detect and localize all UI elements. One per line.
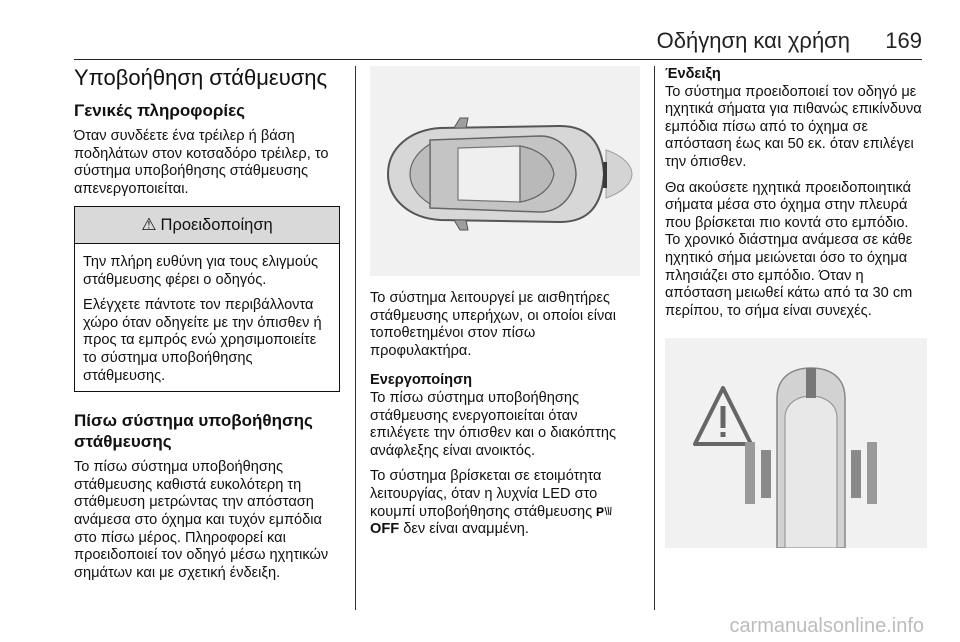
section-title: Υποβοήθηση στάθμευσης	[74, 65, 328, 90]
indication-paragraph-1: Το σύστημα προειδοποιεί τον οδηγό με ηχητικά σήματα για πιθανώς επικίνδυνα εμπόδια πίσω από το όχημα σε απόσταση έως και 50 εκ. όταν επιλέγει την όπισθεν.	[665, 83, 922, 170]
warning-box	[74, 206, 340, 392]
header-rule	[74, 59, 922, 60]
warning-header	[75, 207, 339, 244]
middle-column	[370, 66, 640, 547]
indication-heading: Ένδειξη	[665, 66, 721, 82]
car-sensor-figure	[370, 66, 640, 276]
page-header	[0, 0, 960, 56]
warning-paragraph-1: Την πλήρη ευθύνη για τους ελιγμούς στάθμευσης φέρει ο οδηγός.	[83, 253, 318, 288]
indication-paragraph-2: Θα ακούσετε ηχητικά προειδοποιητικά σήματα μέσα στο όχημα στην πλευρά που βρίσκεται πιο κοντά στο εμπόδιο. Το χρονικό διάστημα ανάμεσα σε κάθε ηχητικό σήμα μειώνεται όσο το όχημα πλησιάζει στο εμπόδιο. Όταν η απόσταση μειωθεί κάτω από τα 30 cm περίπου, το σήμα είναι συνεχές.	[665, 179, 913, 319]
warning-body	[75, 244, 339, 391]
page-number: 169	[885, 28, 922, 53]
rear-heading: Πίσω σύστημα υποβοήθησης στάθμευσης	[74, 411, 313, 452]
column-divider-1	[355, 66, 356, 610]
left-column	[74, 66, 340, 590]
parking-assist-icon	[596, 505, 612, 517]
general-text: Όταν συνδέετε ένα τρέιλερ ή βάση ποδηλάτων στον κοτσαδόρο τρέιλερ, το σύστημα υποβοήθησης στάθμευσης απενεργοποιείται.	[74, 128, 329, 197]
activation-paragraph-2-text: Το σύστημα βρίσκεται σε ετοιμότητα λειτουργίας, όταν η λυχνία LED στο κουμπί υποβοήθησης στάθμευσης	[370, 468, 602, 520]
column-divider-2	[654, 66, 655, 610]
rear-obstacle-illustration	[665, 338, 927, 548]
activation-paragraph-1: Το πίσω σύστημα υποβοήθησης στάθμευσης ενεργοποιείται όταν επιλέγετε την όπισθεν και ο διακόπτης ανάφλεξης είναι ανοικτός.	[370, 389, 617, 459]
warning-title: Προειδοποίηση	[160, 216, 273, 235]
car-top-view-illustration	[370, 66, 636, 276]
rear-text: Το πίσω σύστημα υποβοήθησης στάθμευσης καθιστά ευκολότερη τη στάθμευση μετρώντας την απόσταση ανάμεσα στο όχημα και τυχόν εμπόδια στο πίσω μέρος. Πληροφορεί και προειδοποιεί τον οδηγό μέσω ηχητικών σημάτων και με σχετική ένδειξη.	[74, 459, 329, 581]
svg-text:P: P	[596, 504, 605, 517]
running-title: Οδήγηση και χρήση	[656, 28, 850, 53]
activation-heading: Ενεργοποίηση	[370, 372, 472, 389]
right-column	[665, 66, 927, 548]
warning-paragraph-2: Ελέγχετε πάντοτε τον περιβάλλοντα χώρο όταν οδηγείτε με την όπισθεν ή προς τα εμπρός ενώ χρησιμοποιείτε το σύστημα υποβοήθησης στάθμευσης.	[83, 297, 322, 384]
activation-paragraph-2	[370, 468, 640, 538]
warning-triangle-icon: ⚠	[141, 215, 157, 235]
general-heading: Γενικές πληροφορίες	[74, 101, 245, 120]
activation-paragraph-2-end: δεν είναι αναμμένη.	[403, 521, 529, 538]
off-label: OFF	[370, 521, 400, 538]
rear-sensor-figure	[665, 338, 927, 548]
figure-caption: Το σύστημα λειτουργεί με αισθητήρες στάθμευσης υπερήχων, οι οποίοι είναι τοποθετημένοι στον πίσω προφυλακτήρα.	[370, 290, 616, 359]
watermark: carmanualsonline.info	[729, 615, 924, 637]
